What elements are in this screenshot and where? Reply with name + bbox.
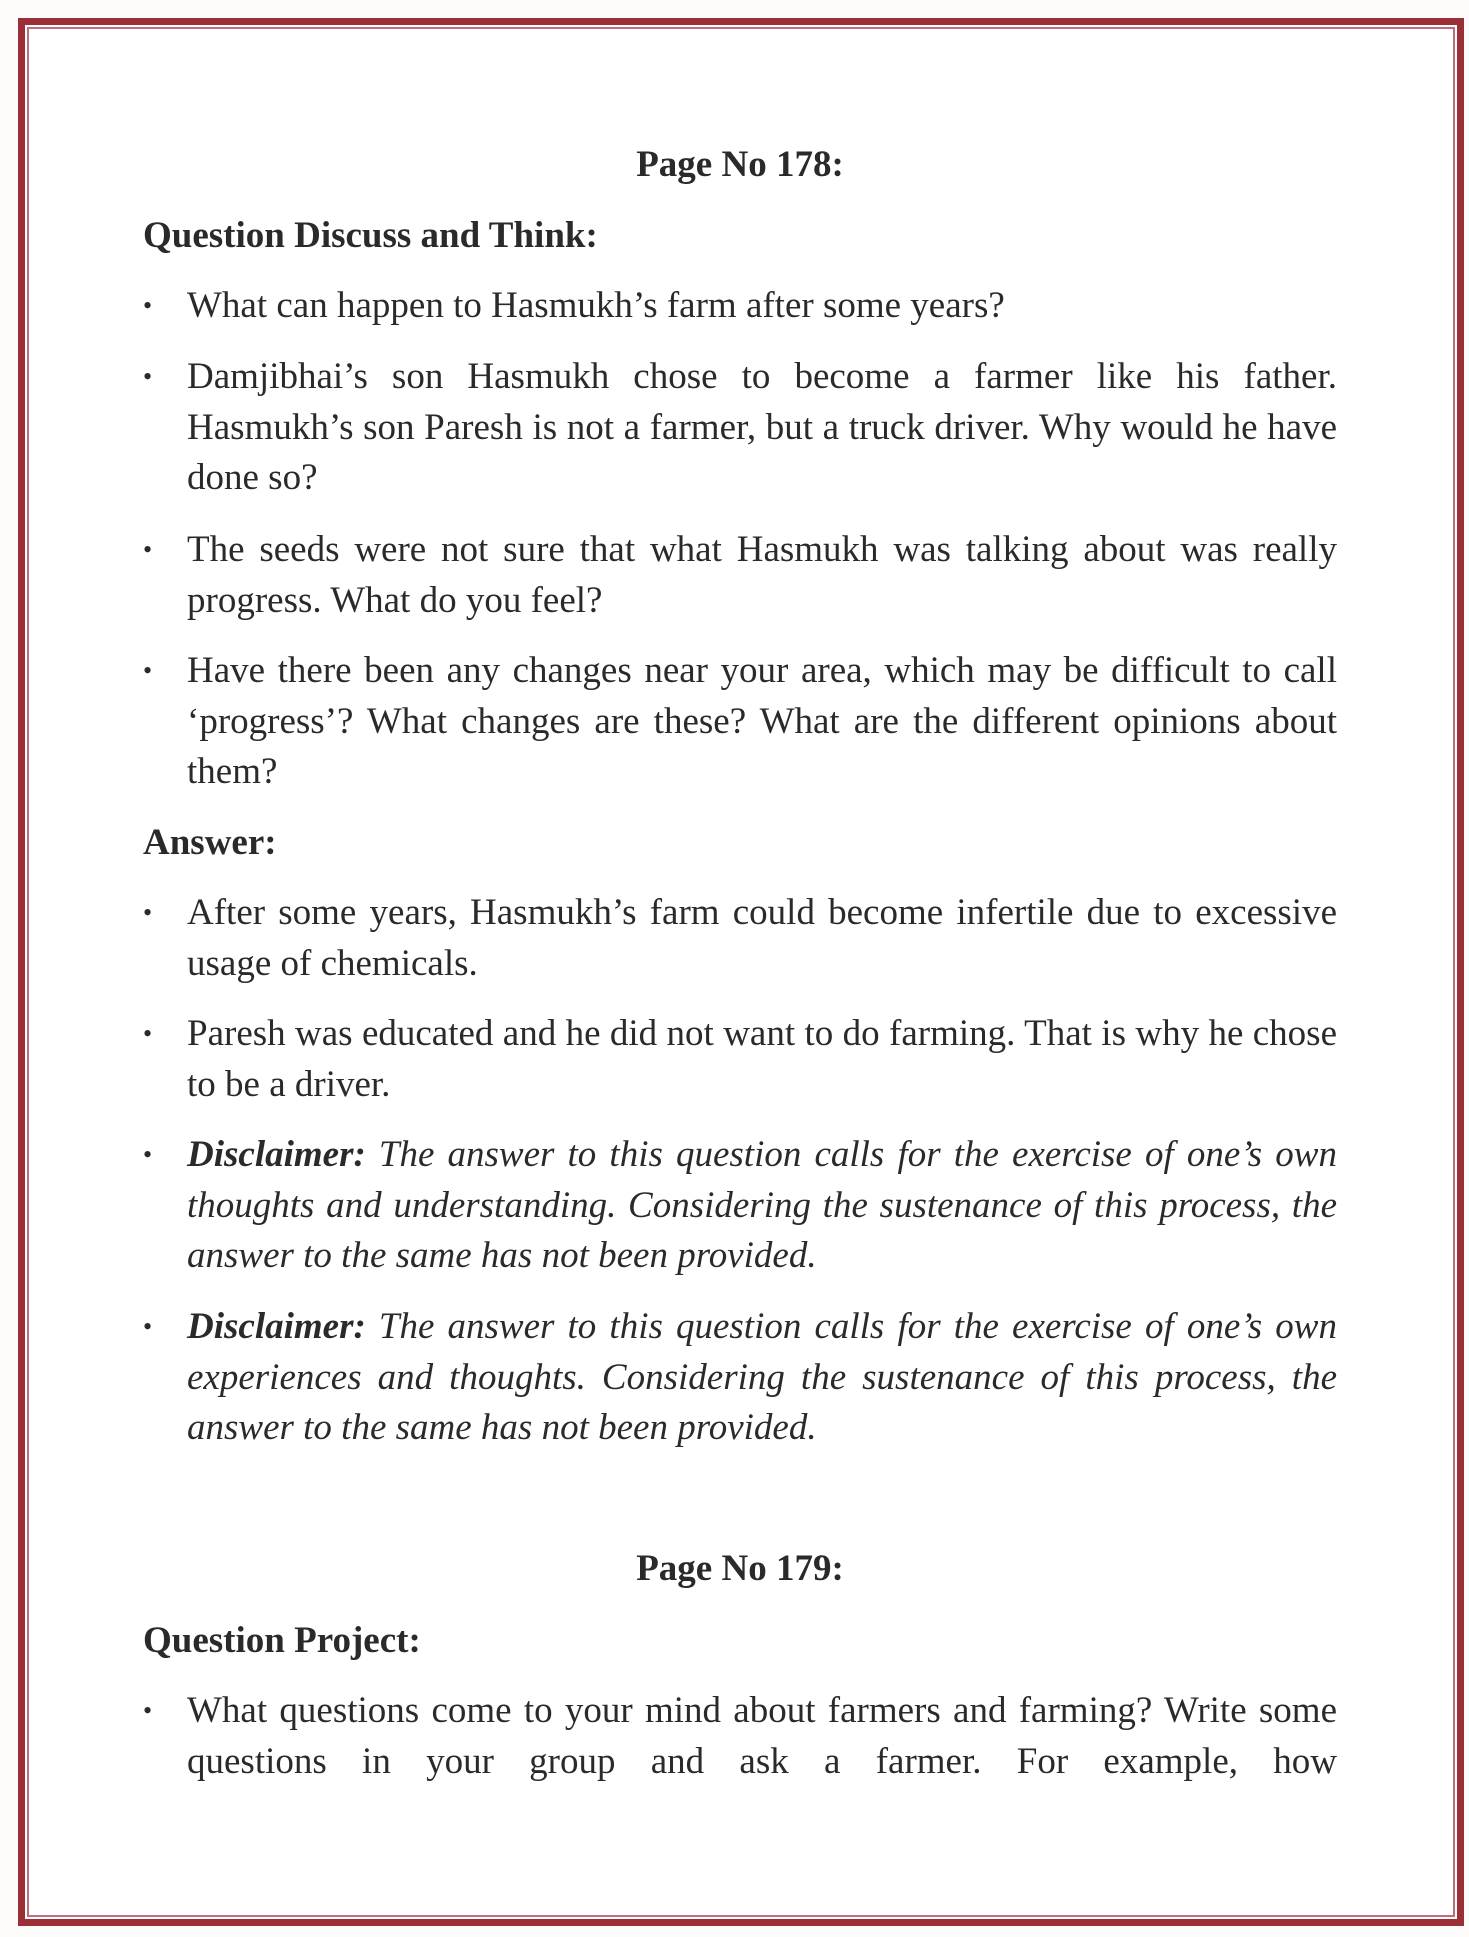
bullet-icon: • (143, 291, 153, 320)
question-item (143, 646, 1337, 798)
question-item (143, 352, 1337, 504)
page-number-heading: Page No 179: (636, 1548, 844, 1589)
disclaimer-label: Disclaimer: (187, 1306, 366, 1347)
answer-text (187, 1130, 1337, 1282)
question-heading: Question Discuss and Think: (143, 215, 598, 256)
question-text: What questions come to your mind about farmers and farming? Write some questions in your group and ask a farmer. For example, how (187, 1690, 1337, 1782)
answer-item (143, 1130, 1337, 1282)
bullet-icon: • (143, 656, 153, 685)
answer-text: Paresh was educated and he did not want to do farming. That is why he chose to be a driver. (187, 1013, 1337, 1105)
question-item (143, 1686, 1337, 1787)
question-text: The seeds were not sure that what Hasmukh was talking about was really progress. What do you feel? (187, 529, 1337, 621)
answer-item (143, 888, 1337, 989)
question-item (143, 525, 1337, 626)
page-number-heading: Page No 178: (636, 144, 844, 185)
bullet-icon: • (143, 1312, 153, 1341)
question-text: Have there been any changes near your area, which may be difficult to call ‘progress’? What changes are these? What are the different opinions about them? (187, 650, 1337, 792)
question-text: Damjibhai’s son Hasmukh chose to become a farmer like his father. Hasmukh’s son Paresh is not a farmer, but a truck driver. Why would he have done so? (187, 356, 1337, 498)
answer-text (187, 1302, 1337, 1454)
question-text: What can happen to Hasmukh’s farm after some years? (187, 285, 1005, 326)
disclaimer-label: Disclaimer: (187, 1134, 366, 1175)
answer-heading: Answer: (143, 822, 277, 863)
bullet-icon: • (143, 535, 153, 564)
answer-item (143, 1302, 1337, 1454)
question-item (143, 281, 1337, 332)
bullet-icon: • (143, 1140, 153, 1169)
bullet-icon: • (143, 1696, 153, 1725)
disclaimer-text: The answer to this question calls for the exercise of one’s own thoughts and understanding. Considering the sustenance of this process, the answer to the same has not been provided. (187, 1134, 1337, 1276)
question-heading: Question Project: (143, 1620, 421, 1661)
bullet-icon: • (143, 1019, 153, 1048)
bullet-icon: • (143, 898, 153, 927)
answer-item (143, 1009, 1337, 1110)
answer-text: After some years, Hasmukh’s farm could become infertile due to excessive usage of chemicals. (187, 892, 1337, 984)
bullet-icon: • (143, 362, 153, 391)
disclaimer-text: The answer to this question calls for the exercise of one’s own experiences and thoughts. Considering the sustenance of this process, the answer to the same has not been provided. (187, 1306, 1337, 1448)
